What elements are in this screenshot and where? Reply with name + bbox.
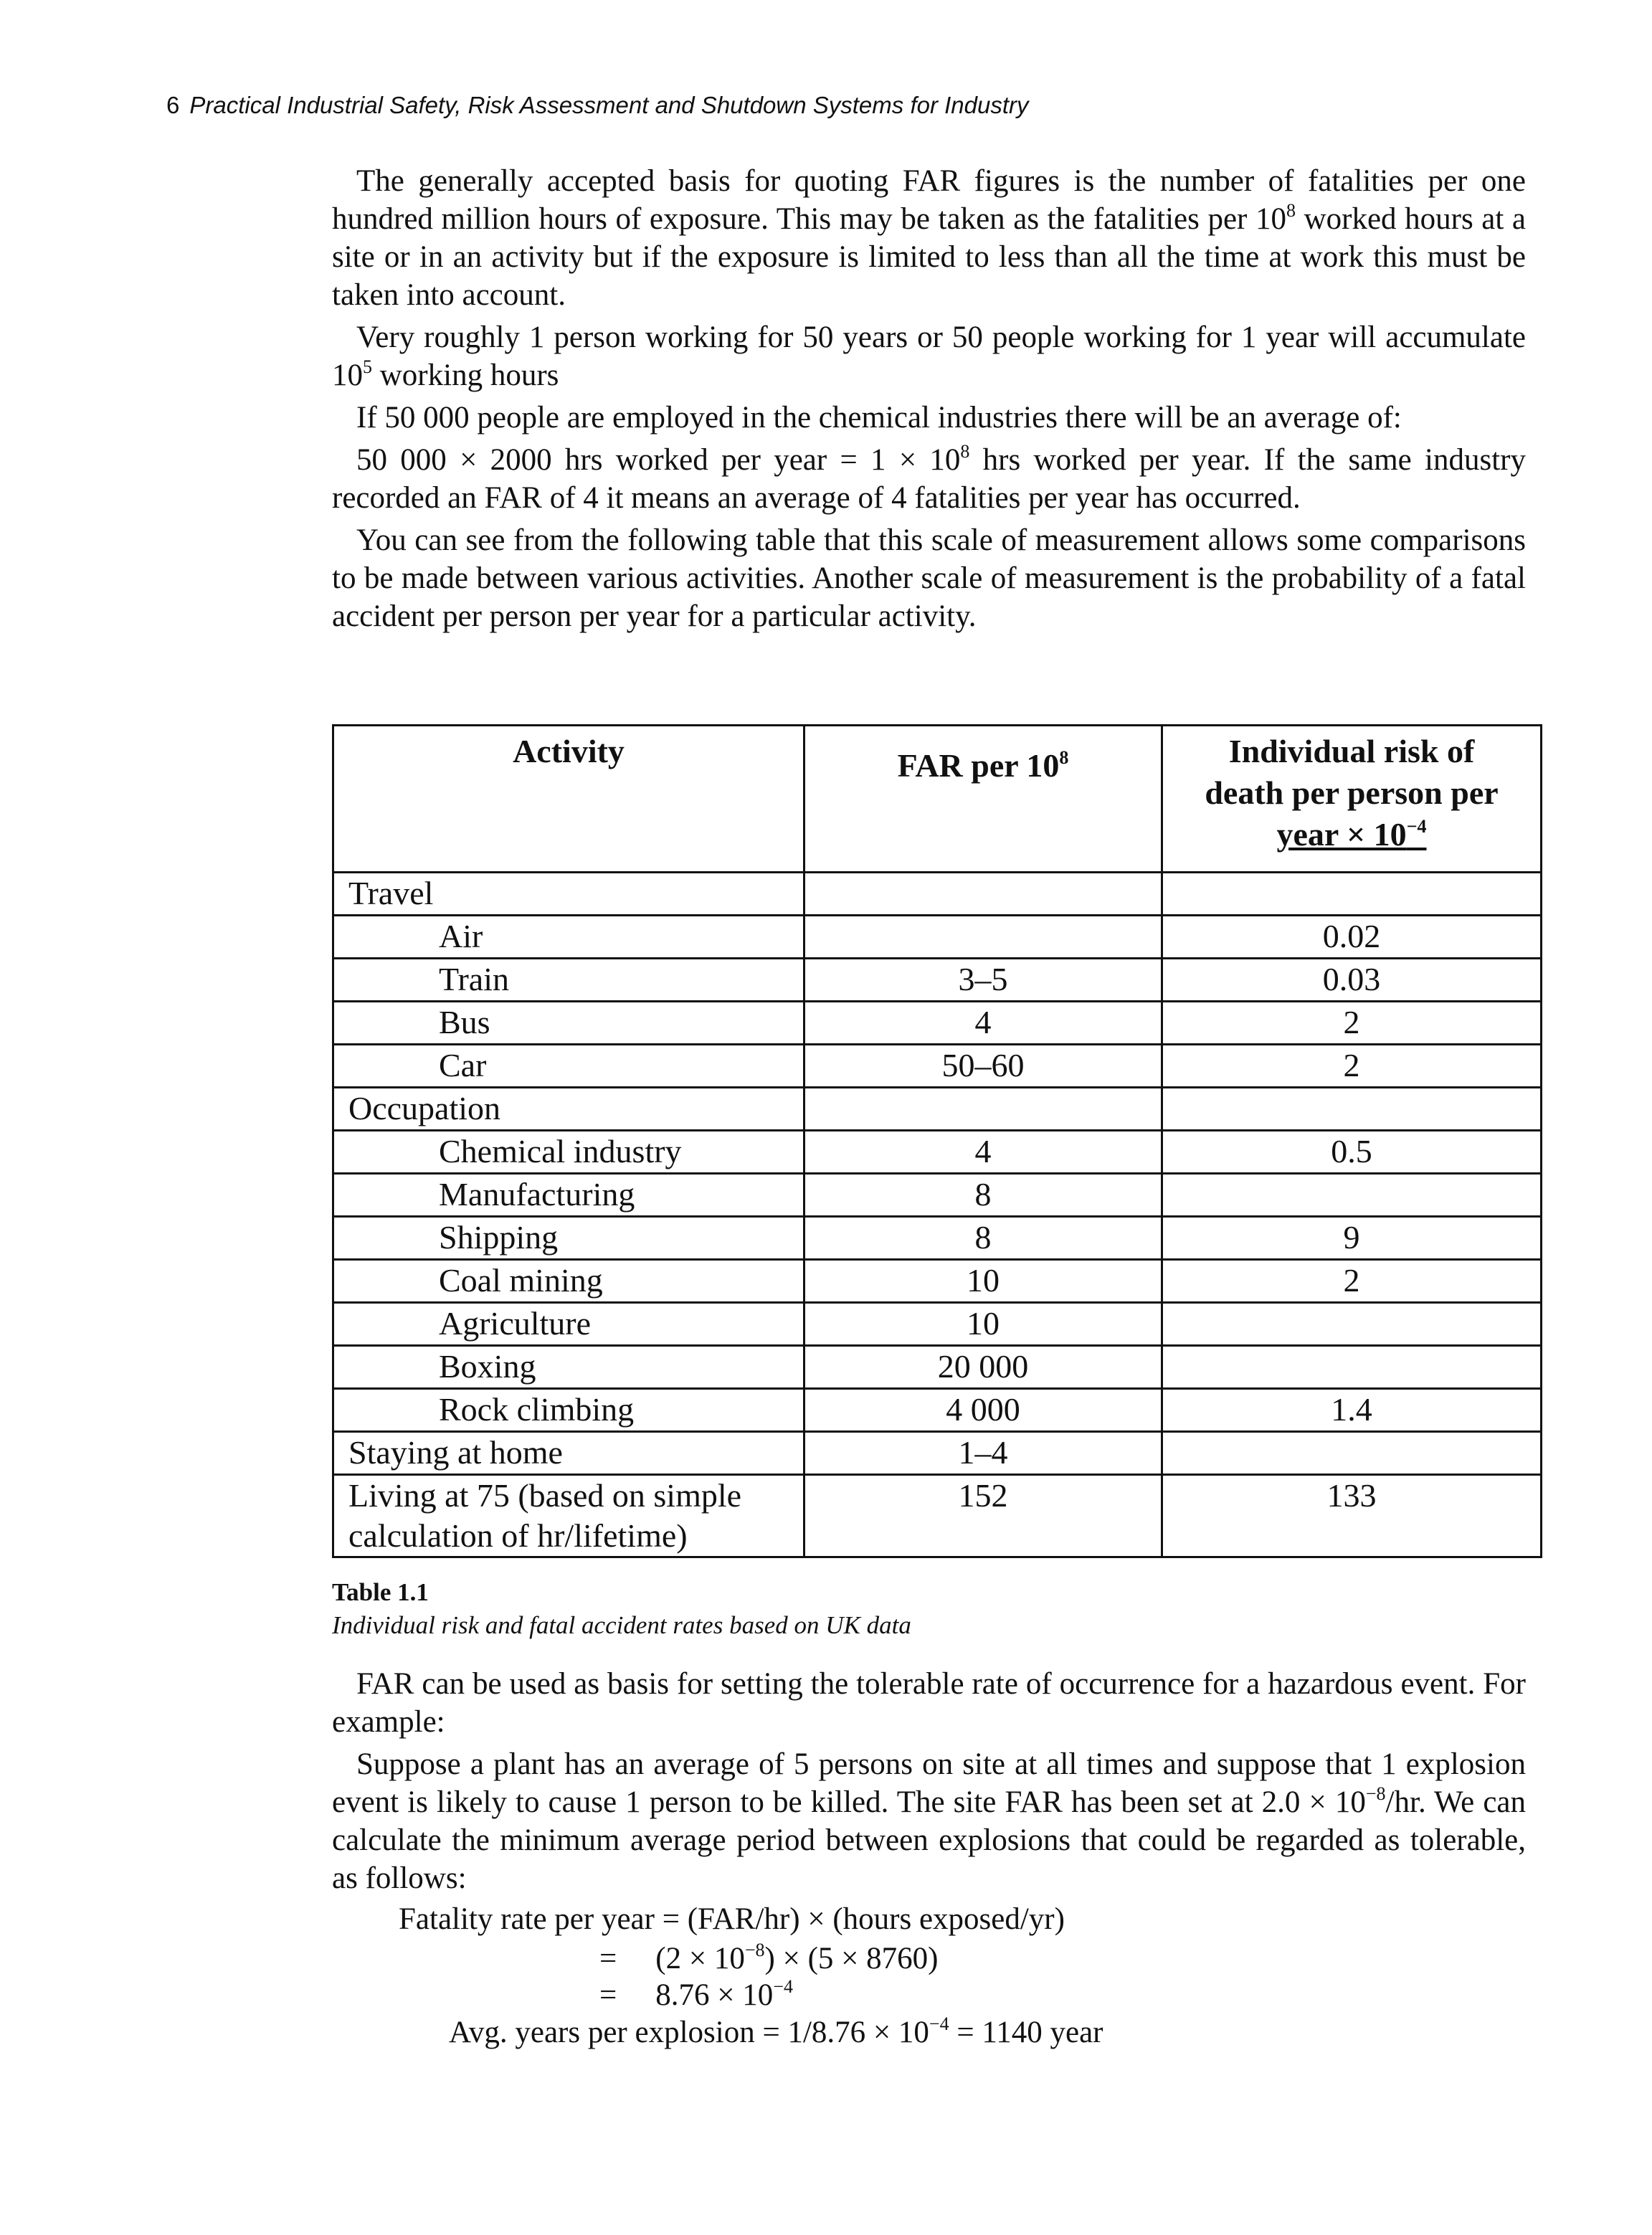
table-row: Car 50–60 2: [333, 1045, 1542, 1088]
calc-line-3: = $8.76 \times 10^{-4}$: [599, 1975, 793, 2012]
table-row: Manufacturing 8: [333, 1174, 1542, 1217]
caption-title: Table 1.1: [332, 1578, 429, 1606]
page-number: 6: [166, 92, 180, 118]
table-row: Rock climbing 4 000 1.4: [333, 1389, 1542, 1432]
table-row: Chemical industry 4 0.5: [333, 1131, 1542, 1174]
table-row: Travel: [333, 873, 1542, 916]
table-header-row: [333, 726, 1542, 873]
table-row: Bus 4 2: [333, 1002, 1542, 1045]
example-section: [332, 1665, 1526, 1897]
header-individual-risk: Individual risk of death per person per year × $10^{-4}$: [1162, 726, 1542, 873]
table-row: Occupation: [333, 1088, 1542, 1131]
header-activity: Activity: [333, 726, 804, 873]
table-row: Living at 75 (based on simple calculation of hr/lifetime) 152 133: [333, 1475, 1542, 1557]
far-table: [332, 724, 1542, 1558]
running-header: [166, 92, 1029, 119]
table-row: Staying at home 1–4: [333, 1432, 1542, 1475]
table-row: Train 3–5 0.03: [333, 959, 1542, 1002]
intro-paragraph-4: 50 000 × 2000 hrs worked per year = $1 \times 10^8$ hrs worked per year. If the same industry recorded an FAR of 4 it means an average of 4 fatalities per year has occurred.: [332, 440, 1526, 515]
header-far: FAR per $10^8$: [804, 726, 1162, 873]
calc-line-1: Fatality rate per year = (FAR/hr) × (hours exposed/yr): [399, 1902, 1065, 1936]
table-row: Air 0.02: [333, 916, 1542, 959]
example-paragraph-2: Suppose a plant has an average of 5 persons on site at all times and suppose that 1 explosion event is likely to cause 1 person to be killed. The site FAR has been set at $2.0 \times 10^{-8}/hr$. We can calculate the minimum average period between explosions that could be regarded as tolerable, as follows:: [332, 1747, 1527, 1895]
table-row: Boxing 20 000: [333, 1346, 1542, 1389]
table-row: Shipping 8 9: [333, 1217, 1542, 1260]
intro-paragraph-5: You can see from the following table that this scale of measurement allows some comparisons to be made between various activities. Another scale of measurement is the probability of a fatal accident per person per year for a particular activity.: [332, 523, 1526, 633]
intro-paragraph-3: If 50 000 people are employed in the chemical industries there will be an average of:: [356, 401, 1402, 435]
table-caption: [332, 1576, 911, 1642]
intro-paragraph-1: The generally accepted basis for quoting FAR figures is the number of fatalities per one hundred million hours of exposure. This may be taken as the fatalities per $10^8$ worked hours at a site or in an activity but if the exposure is limited to less than all the time at work this must be taken into account.: [332, 164, 1526, 312]
table-row: Coal mining 10 2: [333, 1260, 1542, 1303]
calc-line-4: Avg. years per explosion = $1/8.76 \times 10^{-4} = 1140$ year: [449, 2013, 1103, 2049]
running-title: Practical Industrial Safety, Risk Assessment and Shutdown Systems for Industry: [189, 92, 1029, 118]
calc-line-2: = $(2 \times 10^{-8}) \times (5 \times 8760)$: [599, 1939, 939, 1975]
intro-paragraph-2: Very roughly 1 person working for 50 years or 50 people working for 1 year will accumulate $10^5$ working hours: [332, 321, 1526, 392]
table-row: Agriculture 10: [333, 1303, 1542, 1346]
intro-section: [332, 162, 1526, 635]
example-paragraph-1: FAR can be used as basis for setting the tolerable rate of occurrence for a hazardous event. For example:: [332, 1667, 1526, 1739]
caption-subtitle: Individual risk and fatal accident rates based on UK data: [332, 1611, 911, 1639]
